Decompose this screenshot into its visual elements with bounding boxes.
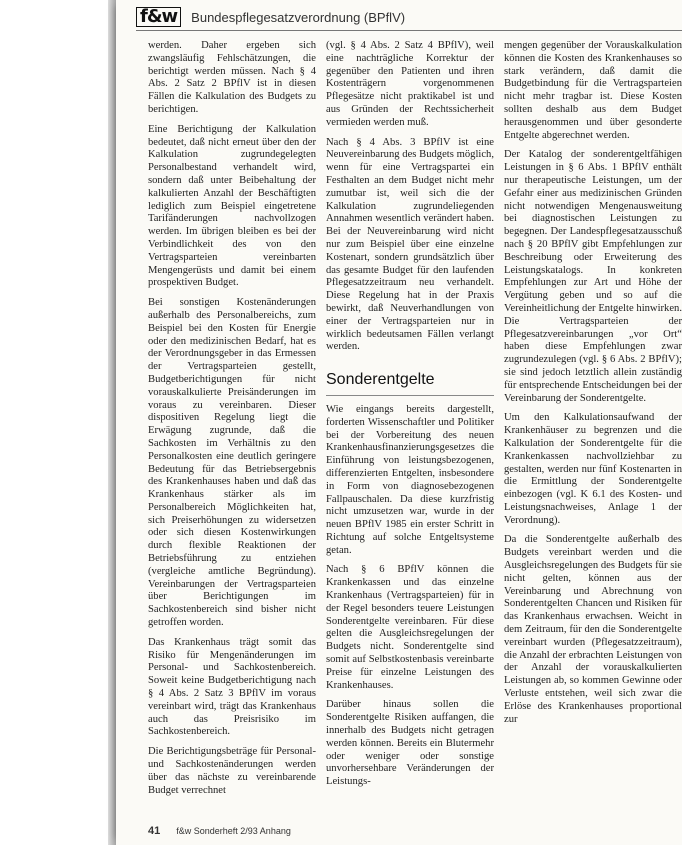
paragraph: (vgl. § 4 Abs. 2 Satz 4 BPflV), weil eine nachträgliche Korrektur der gegenüber den Patienten und ihren Kostenträgern vorgenommenen Pflegesätze nicht praktikabel ist und aus Gründen der Rechtssicherheit vermieden werden muß. (326, 40, 494, 128)
paragraph: Da die Sonderentgelte außerhalb des Budgets vereinbart werden und die Ausgleichsregelungen des Budgets für sie nicht gelten, können aus der Vereinbarung und Abrechnung von Sonderentgelten Chancen und Risiken für das Krankenhaus erwachsen. Weicht in dem Zeitraum, für den die Sonderentgelte vereinbart wurden (Pflegesatzzeitraum), die Anzahl der erbrachten Leistungen von der Anzahl der vorauskalkulierten Leistungen ab, so kommen Gewinne oder Verluste entstehen, weil sich zwar die Erlöse des Krankenhauses proportional zur (504, 534, 682, 725)
paragraph: Darüber hinaus sollen die Sonderentgelte Risiken auffangen, die innerhalb des Budgets nicht getragen werden können. Bereits ein Blutermehr oder weniger oder sonstige unvorhersehbare Veränderungen der Leistungs- (326, 699, 494, 788)
page-header (136, 4, 682, 31)
paragraph: Wie eingangs bereits dargestellt, forderten Wissenschaftler und Politiker bei der Vorbereitung des neuen Krankenhausfinanzierungsgesetzes die Einführung von leistungsbezogenen, differenzierten Entgelten, insbesondere in Form von diagnosebezogenen Fallpauschalen. Da diese kurzfristig nicht umzusetzen war, wurde in der neuen BPflV 1985 ein erster Schritt in Richtung auf solche Entgeltsysteme getan. (326, 403, 494, 556)
running-title: Bundespflegesatzverordnung (BPflV) (191, 9, 406, 25)
paragraph: Das Krankenhaus trägt somit das Risiko für Mengenänderungen im Personal- und Sachkostenbereich. Soweit keine Budgetberichtigung nach § 4 Abs. 2 Satz 3 BPflV im voraus vereinbart wird, trägt das Krankenhaus auch das Preisrisiko im Sachkostenbereich. (148, 636, 316, 738)
page-footer (148, 824, 448, 838)
paragraph: mengen gegenüber der Vorauskalkulation können die Kosten des Krankenhauses so stark verändern, daß damit die Budgetbindung für die Vertragsparteien nicht mehr tragbar ist. Diese Kosten sollten deshalb aus dem Budget herausgenommen und über gesonderte Entgelte abgerechnet werden. (504, 40, 682, 141)
column-2 (326, 40, 494, 820)
journal-reference: f&w Sonderheft 2/93 Anhang (176, 826, 291, 836)
section-heading: Sonderentgelte (326, 371, 435, 389)
paragraph: Eine Berichtigung der Kalkulation bedeutet, daß nicht erneut über den der Kalkulation zugrundegelegten Personalbestand verhandelt wird, sondern daß unter Beibehaltung der kalkulierten Anzahl der Beschäftigten lediglich zum Beispiel eingetretene Tarifänderungen nachvollzogen werden. Im übrigen bleiben es bei der Verbindlichkeit des von den Vertragsparteien vereinbarten Mengengerüsts und damit bei einem prospektiven Budget. (148, 123, 316, 289)
text-columns (148, 40, 682, 820)
paragraph: Um den Kalkulationsaufwand der Krankenhäuser zu begrenzen und die Kalkulation der Sonderentgelte für die Krankenkassen nachvollziehbar zu gestalten, werden nur fünf Kostenarten in die Ermittlung der Sonderentgelte einbezogen (vgl. K 6.1 des Kosten- und Leistungsnachweises, Anlage 1 der Verordnung). (504, 412, 682, 526)
paragraph: Nach § 6 BPflV können die Krankenkassen und das einzelne Krankenhaus (Vertragsparteien) für in der Regel besonders teuere Leistungen Sonderentgelte vereinbaren. Für diese gelten die Ausgleichsregelungen der Budgets nicht. Sonderentgelte sind somit auf Selbstkostenbasis vereinbarte Preise für einzelne Leistungen des Krankenhauses. (326, 564, 494, 691)
section-rule (326, 395, 494, 396)
journal-logo: f&w (136, 7, 181, 27)
paragraph: werden. Daher ergeben sich zwangsläufig Fehlschätzungen, die berichtigt werden müssen. Nach § 4 Abs. 2 Satz 2 BPflV ist in diesen Fällen die Kalkulation des Budgets zu berichtigen. (148, 40, 316, 115)
paragraph: Die Berichtigungsbeträge für Personal- und Sachkostenänderungen werden über das nächste zu vereinbarende Budget verrechnet (148, 746, 316, 796)
paragraph: Der Katalog der sonderentgeltfähigen Leistungen in § 6 Abs. 1 BPflV enthält nur therapeutische Leistungen, um der Gefahr einer aus medizinischen Gründen nicht notwendigen Mengenausweitung bei diagnostischen Leistungen zu begegnen. Der Landespflegesatzausschuß nach § 20 BPflV gibt Empfehlungen zur Beschreibung oder Erweiterung des Leistungskatalogs. In konkreten Empfehlungen zur Art und Höhe der Vergütung geben und so auf die Vereinheitlichung der Entgelte hinwirken. Die Vertragsparteien der Pflegesatzvereinbarungen „vor Ort“ haben diese Empfehlungen zwar zugrundezulegen (vgl. § 6 Abs. 2 BPflV); sie sind jedoch letztlich allein zuständig für entsprechende Entscheidungen bei der Vereinbarung der Sonderentgelte. (504, 149, 682, 404)
paragraph: Bei sonstigen Kostenänderungen außerhalb des Personalbereichs, zum Beispiel bei den Kosten für Energie oder den medizinischen Bedarf, hat es der Verordnungsgeber in das Ermessen der Vertragsparteien gestellt, Budgetberichtigungen für nicht vorauskalkulierte Preisänderungen im voraus zu vereinbaren. Dieser dispositiven Regelung liegt die Erwägung zugrunde, daß die Sachkosten im Verhältnis zu den Personalkosten eine deutlich geringere Bedeutung für das Betriebsergebnis des Krankenhauses haben und daß das Krankenhaus stärker als im Personalbereich Möglichkeiten hat, sich Preiserhöhungen zu widersetzen oder sich diesen Kostenwirkungen durch flexible Reaktionen der Betriebsführung zu entziehen (vergleiche amtliche Begründung). Vereinbarungen der Vertragsparteien über Berichtigungen im Sachkostenbereich sind bisher nicht getroffen worden. (148, 297, 316, 629)
paragraph: Nach § 4 Abs. 3 BPflV ist eine Neuvereinbarung des Budgets möglich, wenn für eine Vertragspartei ein Festhalten an dem Budget nicht mehr zumutbar ist, weil sich die der Kalkulation zugrundeliegenden Annahmen wesentlich verändert haben. Bei der Neuvereinbarung wird nicht nur zum Beispiel über eine einzelne Kostenart, sondern grundsätzlich über das gesamte Budget für den laufenden Pflegesatzzeitraum neu verhandelt. Diese Regelung hat in der Praxis bewirkt, daß Neuverhandlungen von einer der Vertragsparteien nur in wirklich bedeutsamen Fällen verlangt werden. (326, 136, 494, 353)
column-1 (148, 40, 316, 820)
page-number: 41 (148, 825, 161, 837)
column-3 (504, 40, 682, 820)
